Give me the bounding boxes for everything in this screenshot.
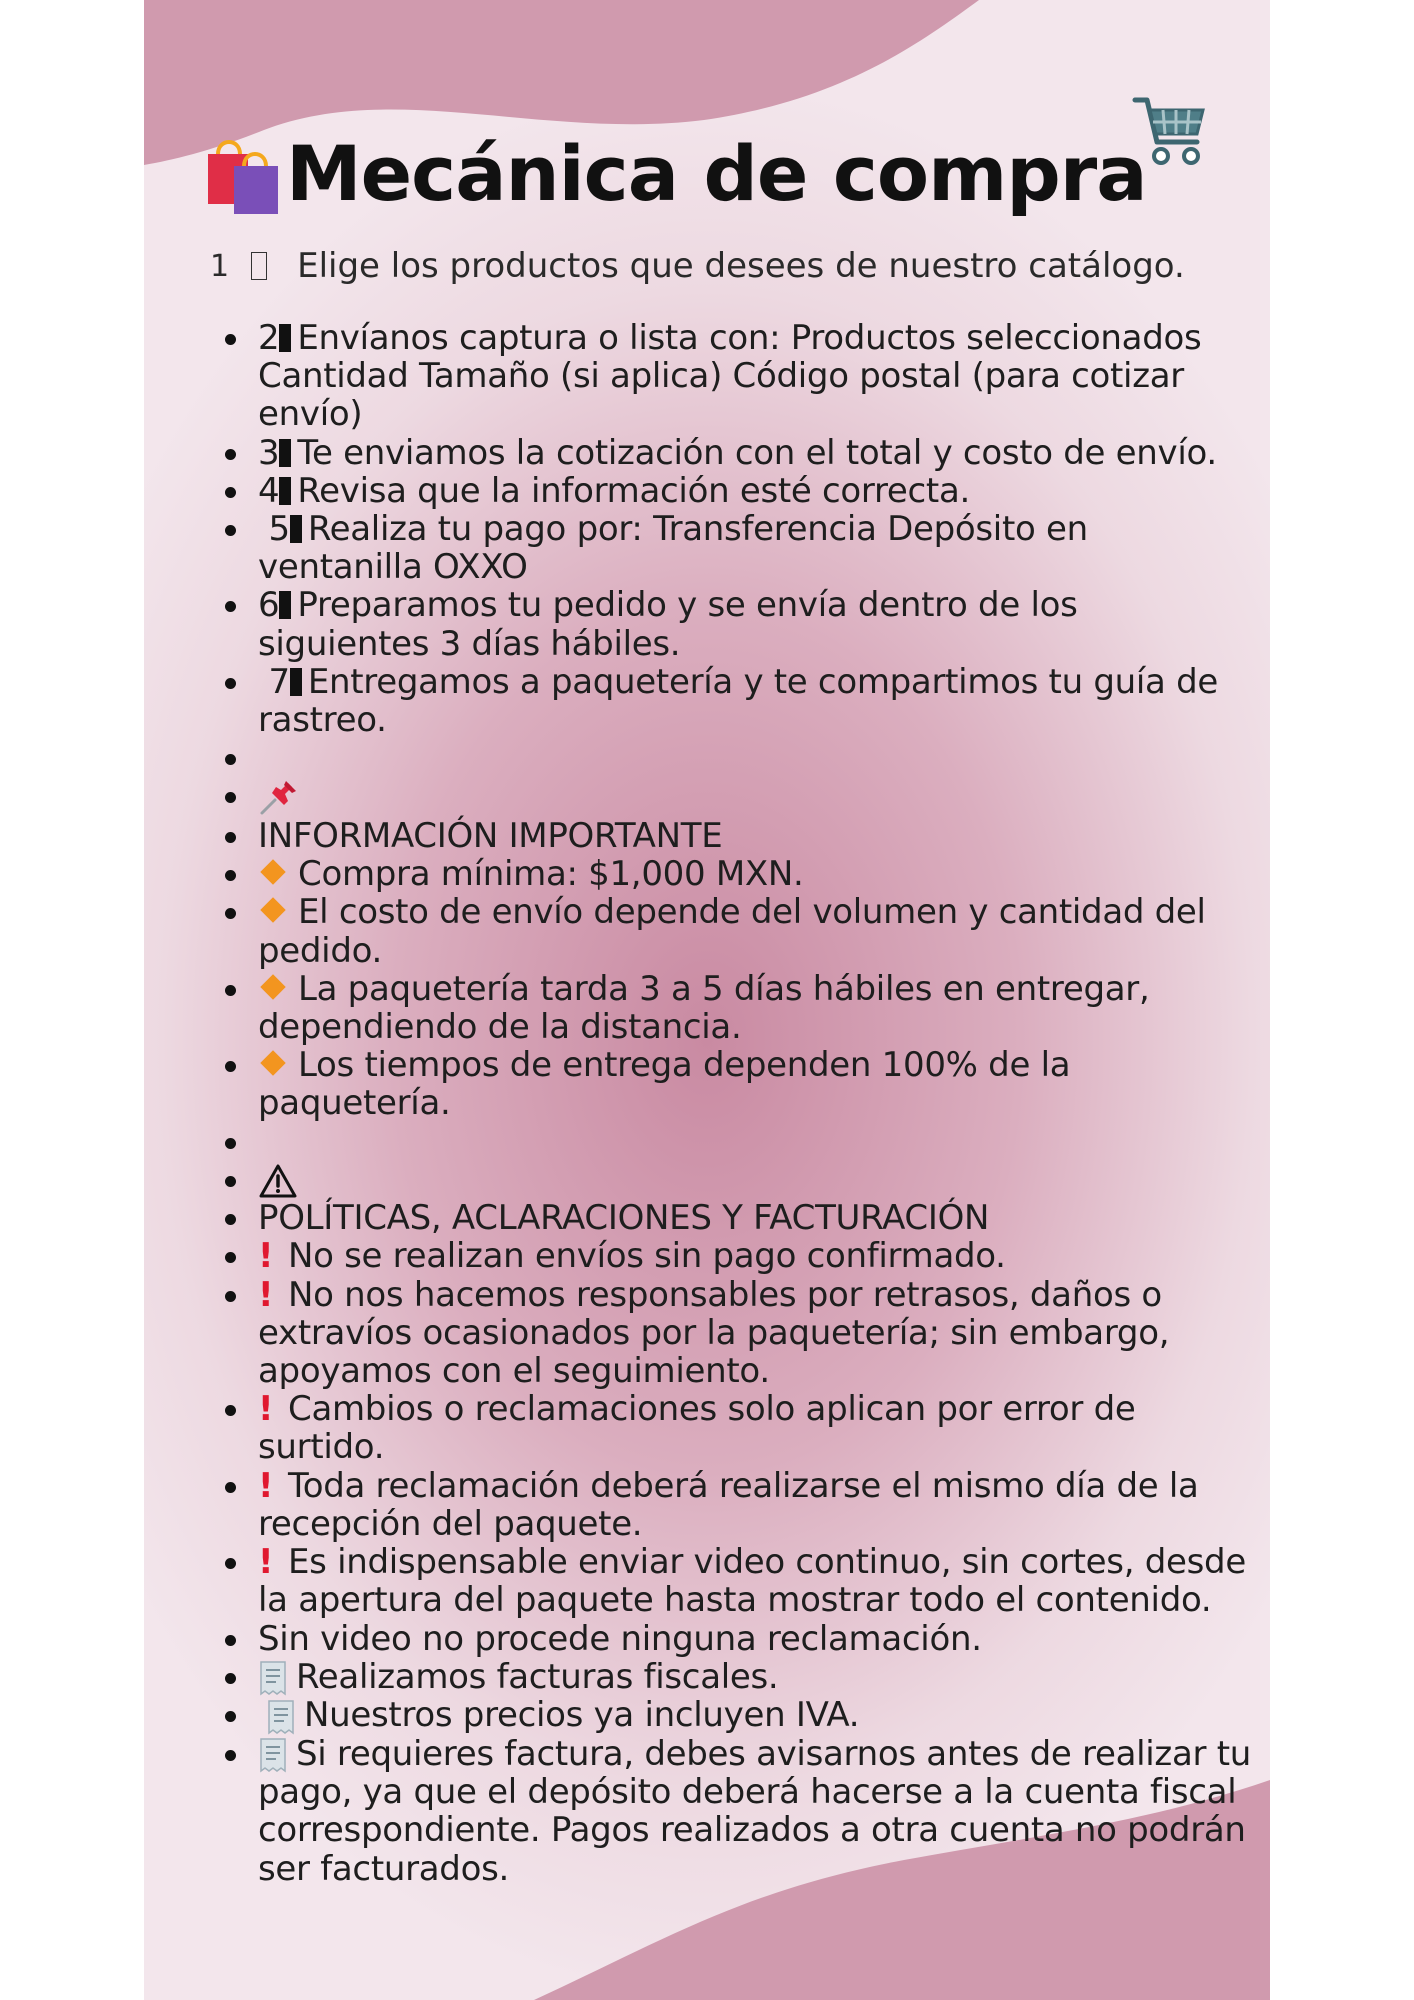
policy-text: Es indispensable enviar video continuo, sin cortes, desde la apertura del paquete hasta mostrar todo el contenido.	[258, 1542, 1246, 1621]
step-text: Entregamos a paquetería y te compartimos tu guía de rastreo.	[258, 661, 1218, 741]
receipt-icon	[258, 1737, 288, 1773]
red-exclamation-icon: !	[258, 1465, 274, 1506]
warning-item	[258, 1161, 1258, 1200]
pushpin-item	[258, 777, 1258, 817]
orange-diamond-icon	[260, 859, 285, 884]
policies-heading: POLÍTICAS, ACLARACIONES Y FACTURACIÓN	[258, 1199, 1258, 1237]
missing-glyph-block	[279, 324, 291, 352]
shopping-bags-icon	[204, 132, 282, 216]
step-7	[258, 663, 1258, 739]
billing-item-2	[258, 1696, 1258, 1735]
step-2	[258, 319, 1258, 434]
step-number: 7	[258, 661, 290, 702]
orange-diamond-icon	[260, 1050, 285, 1075]
flyer-panel	[144, 0, 1270, 2000]
missing-glyph-block	[290, 515, 302, 543]
policy-item-5	[258, 1543, 1258, 1619]
policy-text: No nos hacemos responsables por retrasos, daños o extravíos ocasionados por la paquetería; sin embargo, apoyamos con el seguimiento.	[258, 1274, 1170, 1392]
billing-item-3	[258, 1735, 1258, 1888]
info-list	[258, 319, 1258, 1888]
red-exclamation-icon: !	[258, 1389, 274, 1430]
header	[204, 129, 1147, 218]
intro-text: Elige los productos que desees de nuestro catálogo.	[297, 246, 1185, 286]
missing-glyph-block	[279, 439, 291, 467]
step-number: 4	[258, 470, 280, 511]
step-number: 6	[258, 585, 280, 626]
policy-note: Sin video no procede ninguna reclamación.	[258, 1620, 1258, 1658]
empty-bullet	[258, 739, 1258, 777]
policy-text: Cambios o reclamaciones solo aplican por error de surtido.	[258, 1389, 1136, 1468]
info-text: Compra mínima: $1,000 MXN.	[298, 854, 804, 895]
policy-text: Toda reclamación deberá realizarse el mismo día de la recepción del paquete.	[258, 1465, 1199, 1544]
info-heading: INFORMACIÓN IMPORTANTE	[258, 817, 1258, 855]
info-item-2	[258, 893, 1258, 969]
step-5	[258, 510, 1258, 586]
step-number: 2	[258, 318, 280, 358]
missing-glyph-block	[279, 591, 291, 619]
billing-item-1	[258, 1658, 1258, 1697]
intro-line	[210, 246, 1185, 286]
red-exclamation-icon: !	[258, 1274, 274, 1315]
policy-item-2	[258, 1276, 1258, 1391]
billing-text: Si requieres factura, debes avisarnos antes de realizar tu pago, ya que el depósito deberá hacerse a la cuenta fiscal correspondiente. Pagos realizados a otra cuenta no podrán ser facturados.	[258, 1733, 1251, 1889]
step-3	[258, 434, 1258, 472]
red-exclamation-icon: !	[258, 1542, 274, 1583]
info-item-1	[258, 855, 1258, 893]
empty-bullet	[258, 1123, 1258, 1161]
billing-text: Nuestros precios ya incluyen IVA.	[304, 1695, 860, 1736]
step-text: Realiza tu pago por: Transferencia Depósito en ventanilla OXXO	[258, 509, 1088, 588]
billing-text: Realizamos facturas fiscales.	[296, 1656, 779, 1697]
receipt-icon	[266, 1699, 296, 1735]
step-number: 5	[258, 509, 290, 550]
orange-diamond-icon	[260, 974, 285, 999]
step-4	[258, 472, 1258, 510]
info-item-3	[258, 970, 1258, 1046]
warning-icon	[258, 1163, 298, 1199]
policy-item-4	[258, 1467, 1258, 1543]
page-title: Mecánica de compra	[286, 129, 1147, 218]
orange-diamond-icon	[260, 898, 285, 923]
pushpin-icon	[258, 779, 298, 817]
step-text: Revisa que la información esté correcta.	[297, 470, 971, 511]
receipt-icon	[258, 1660, 288, 1696]
step-text: Envíanos captura o lista con: Productos seleccionados Cantidad Tamaño (si aplica) Código postal (para cotizar envío)	[258, 318, 1202, 435]
info-text: La paquetería tarda 3 a 5 días hábiles en entregar, dependiendo de la distancia.	[258, 968, 1150, 1047]
intro-number: 1	[210, 248, 230, 284]
missing-glyph-block	[279, 477, 291, 505]
step-text: Preparamos tu pedido y se envía dentro de los siguientes 3 días hábiles.	[258, 585, 1078, 664]
step-number: 3	[258, 432, 280, 473]
red-exclamation-icon: !	[258, 1236, 274, 1277]
policy-text: No se realizan envíos sin pago confirmado.	[288, 1236, 1006, 1277]
info-text: Los tiempos de entrega dependen 100% de la paquetería.	[258, 1045, 1071, 1124]
policy-item-3	[258, 1390, 1258, 1466]
policy-item-1	[258, 1237, 1258, 1275]
missing-glyph-box	[251, 252, 267, 280]
missing-glyph-block	[290, 668, 302, 696]
step-6	[258, 586, 1258, 662]
info-text: El costo de envío depende del volumen y cantidad del pedido.	[258, 892, 1206, 971]
step-text: Te enviamos la cotización con el total y costo de envío.	[297, 432, 1217, 473]
info-item-4	[258, 1046, 1258, 1122]
